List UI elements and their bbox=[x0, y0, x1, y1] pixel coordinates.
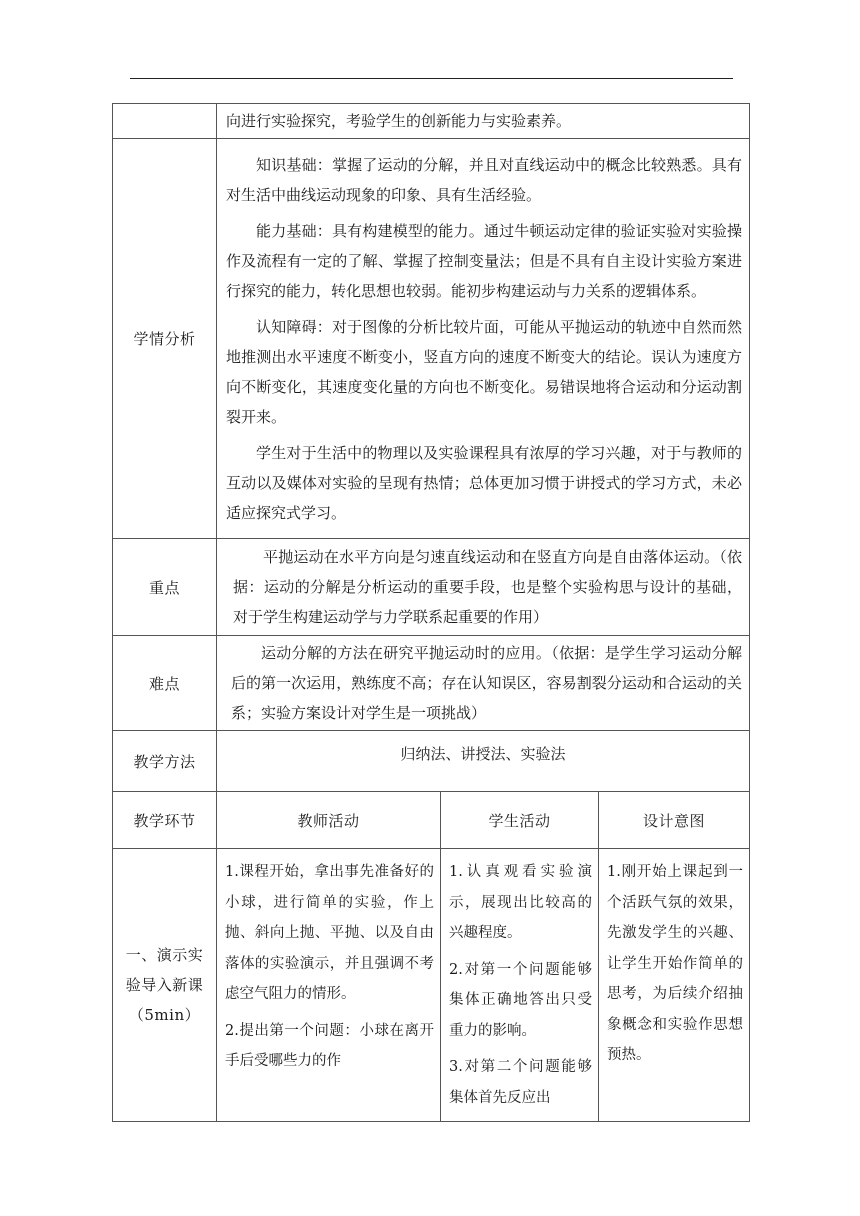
design-intent-cell bbox=[599, 849, 750, 1122]
continuation-label-cell bbox=[113, 104, 217, 139]
stage-name-line2: 验导入新课 bbox=[125, 976, 204, 994]
lesson-plan-table bbox=[112, 103, 750, 1122]
learning-interest-paragraph: 学生对于生活中的物理以及实验课程具有浓厚的学习兴趣，对于与教师的互动以及媒体对实验的呈现有热情；总体更加习惯于讲授式的学习方式，未必适应探究式学习。 bbox=[226, 443, 742, 522]
header-rule bbox=[130, 78, 733, 79]
cognitive-obstacle-paragraph: 认知障碍：对于图像的分析比较片面，可能从平抛运动的轨迹中自然而然地推测出水平速度不断变小，竖直方向的速度不断变大的结论。误认为速度方向不断变化，其速度变化量的方向也不断变化。易错误地将合运动和分运动割裂开来。 bbox=[226, 317, 742, 426]
continuation-row bbox=[113, 104, 750, 139]
student-activity-item: 1.认真观看实验演示，展现出比较高的兴趣程度。 bbox=[449, 864, 592, 941]
header-student-activity: 学生活动 bbox=[441, 792, 599, 849]
student-analysis-content bbox=[217, 139, 750, 539]
difficulty-row bbox=[113, 636, 750, 731]
key-point-row bbox=[113, 539, 750, 636]
ability-basis-paragraph: 能力基础：具有构建模型的能力。通过牛顿运动定律的验证实验对实验操作及流程有一定的了解、掌握了控制变量法；但是不具有自主设计实验方案进行探究的能力，转化思想也较弱。能初步构建运动与力关系的逻辑体系。 bbox=[226, 221, 742, 300]
header-teacher-activity: 教师活动 bbox=[217, 792, 441, 849]
design-intent-item: 1.刚开始上课起到一个活跃气氛的效果，先激发学生的兴趣、让学生开始作简单的思考，为后续介绍抽象概念和实验作思想预热。 bbox=[607, 864, 743, 1063]
header-design-intent: 设计意图 bbox=[599, 792, 750, 849]
methods-text: 归纳法、讲授法、实验法 bbox=[217, 731, 750, 792]
teacher-activity-item: 1.课程开始，拿出事先准备好的小球，进行简单的实验，作上抛、斜向上抛、平抛、以及自由落体的实验演示，并且强调不考虑空气阻力的情形。 bbox=[225, 864, 434, 1002]
stage-row bbox=[113, 849, 750, 1122]
continuation-text: 向进行实验探究，考验学生的创新能力与实验素养。 bbox=[217, 104, 750, 139]
stage-name-cell bbox=[113, 849, 217, 1122]
key-point-text: 平抛运动在水平方向是匀速直线运动和在竖直方向是自由落体运动。（依据：运动的分解是分析运动的重要手段，也是整个实验构思与设计的基础，对于学生构建运动学与力学联系起重要的作用） bbox=[217, 539, 750, 636]
stage-duration: （5min） bbox=[128, 1006, 201, 1024]
stage-header-row bbox=[113, 792, 750, 849]
difficulty-label: 难点 bbox=[113, 636, 217, 731]
methods-label: 教学方法 bbox=[113, 731, 217, 792]
student-analysis-row bbox=[113, 139, 750, 539]
header-stage: 教学环节 bbox=[113, 792, 217, 849]
student-analysis-label: 学情分析 bbox=[113, 139, 217, 539]
knowledge-basis-paragraph: 知识基础：掌握了运动的分解，并且对直线运动中的概念比较熟悉。具有对生活中曲线运动现象的印象、具有生活经验。 bbox=[226, 155, 742, 204]
stage-name-line1: 一、演示实 bbox=[125, 946, 204, 964]
student-activity-item: 3.对第二个问题能够集体首先反应出 bbox=[449, 1059, 592, 1106]
teacher-activity-item: 2.提出第一个问题：小球在离开手后受哪些力的作 bbox=[225, 1022, 434, 1069]
key-point-label: 重点 bbox=[113, 539, 217, 636]
student-activity-item: 2.对第一个问题能够集体正确地答出只受重力的影响。 bbox=[449, 961, 592, 1039]
student-activity-cell bbox=[441, 849, 599, 1122]
teacher-activity-cell bbox=[217, 849, 441, 1122]
difficulty-text: 运动分解的方法在研究平抛运动时的应用。（依据：是学生学习运动分解后的第一次运用，熟练度不高；存在认知误区，容易割裂分运动和合运动的关系；实验方案设计对学生是一项挑战） bbox=[217, 636, 750, 731]
methods-row bbox=[113, 731, 750, 792]
